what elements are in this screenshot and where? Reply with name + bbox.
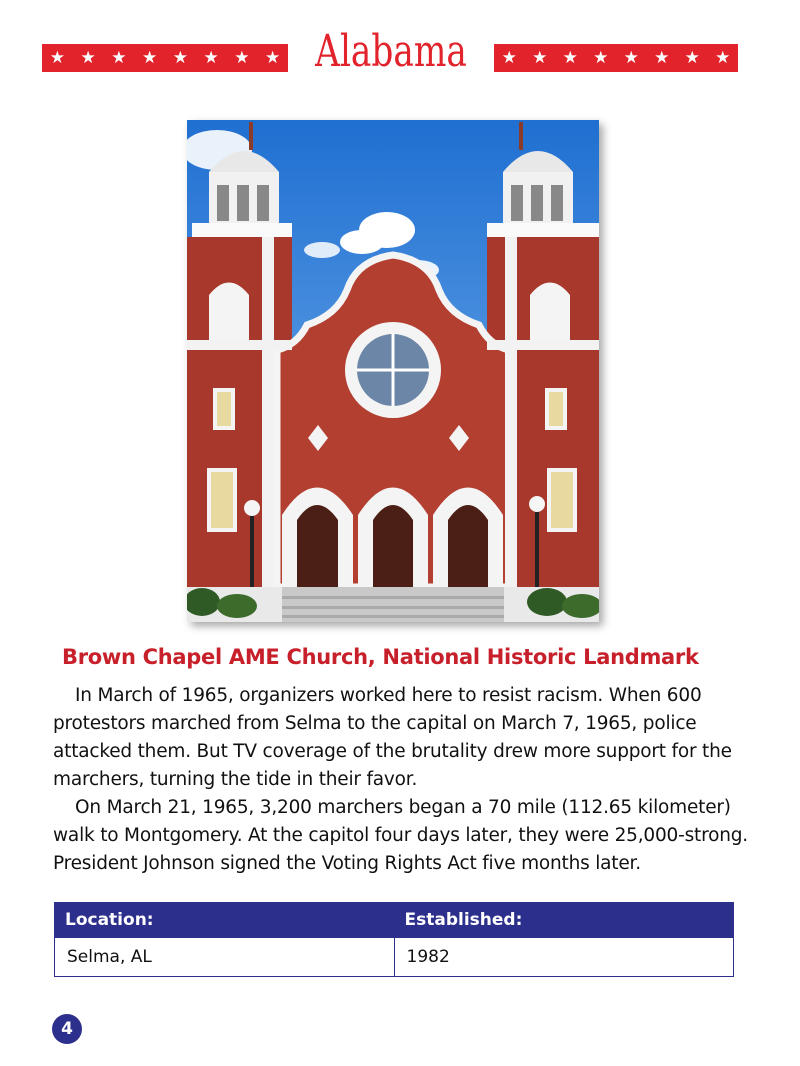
established-header: Established: [394,903,734,938]
star-icon: ★ [142,48,158,68]
location-value: Selma, AL [55,938,395,977]
star-icon: ★ [562,48,578,68]
star-icon: ★ [111,48,127,68]
photo-caption: Brown Chapel AME Church, National Historic Landmark [62,645,699,669]
stars-right [494,44,738,72]
star-icon: ★ [715,48,731,68]
location-header: Location: [55,903,395,938]
star-icon: ★ [234,48,250,68]
star-icon: ★ [623,48,639,68]
brick-church-icon [187,120,599,622]
article-body [53,682,753,878]
page-number: 4 [52,1014,82,1044]
star-icon: ★ [654,48,670,68]
stars-left [42,44,288,72]
star-icon: ★ [49,48,65,68]
star-icon: ★ [532,48,548,68]
star-icon: ★ [203,48,219,68]
star-icon: ★ [684,48,700,68]
star-icon: ★ [172,48,188,68]
star-icon: ★ [265,48,281,68]
landmark-info-table [54,902,734,977]
table-header-row [55,903,734,938]
star-icon: ★ [80,48,96,68]
established-value: 1982 [394,938,734,977]
page-title: Alabama [315,26,467,77]
star-icon: ★ [501,48,517,68]
paragraph: In March of 1965, organizers worked here to resist racism. When 600 protestors marched from Selma to the capital on March 7, 1965, police attacked them. But TV coverage of the brutality drew more support for the marchers, turning the tide in their favor. [53,685,732,790]
table-row [55,938,734,977]
header-banner-left [42,44,288,72]
star-icon: ★ [593,48,609,68]
church-photo [187,120,599,622]
header-banner-right [494,44,738,72]
paragraph: On March 21, 1965, 3,200 marchers began a 70 mile (112.65 kilometer) walk to Montgomery. At the capitol four days later, they were 25,000-strong. President Johnson signed the Voting Rights Act five months later. [53,797,748,874]
